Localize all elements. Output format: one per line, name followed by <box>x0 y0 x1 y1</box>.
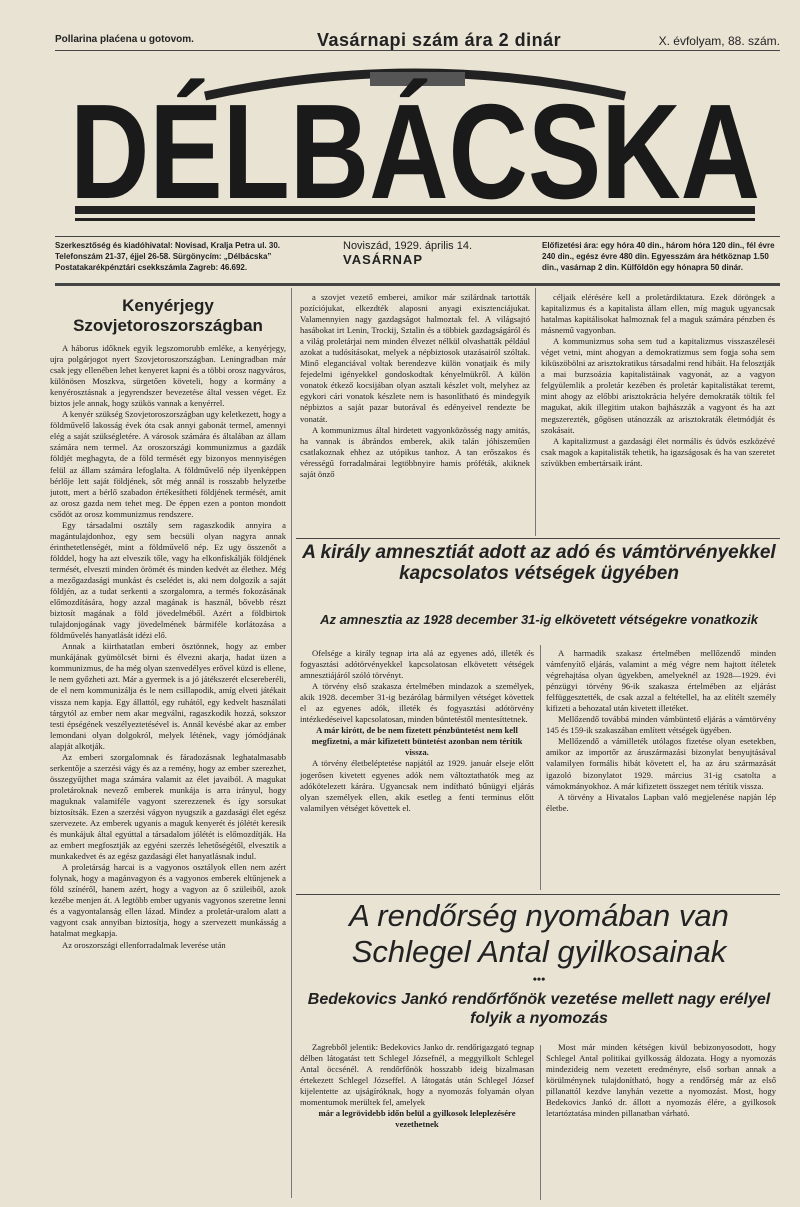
article-rendorseg-col-right <box>546 1042 776 1202</box>
masthead-logo <box>55 58 775 228</box>
paragraph: Mellőzendő továbbá minden vámbüntető eljárás a vámtörvény 145 és 159-ik szakaszában említett vétségek ügyében. <box>546 714 776 736</box>
article3-rule <box>296 894 780 895</box>
postage-note: Pollarina plaćena u gotovom. <box>55 34 194 45</box>
article-amnesztia-col-left <box>300 648 534 892</box>
paragraph: Annak a kiirthatatlan emberi ösztönnek, hogy az ember munkájának gyümölcsét birni és élvezni akarja, hadat üzen a kommunizmus, de ha még olyan szenvedélyes erővel küzd is ellene, le nem győzheti azt. Már a gyermek is a jó játékszerét elcsereberéli, de el nem kommunizálja és le nem csillapodik, amíg elveti játékait vissza nem kapja. Egy állattól, egy ruhától, egy kedvelt használati tárgytól az ember nem akar megválni, ragaszkodik hozzá, sokszor testi épségének veszélyeztetésével is. Annál kevésbé akar az ember lemondani olyan dolgokról, melyek létének, vagy jómódjának alapját alkotják. <box>50 641 286 751</box>
info-rule <box>55 283 780 286</box>
paragraph: céljaik elérésére kell a proletárdiktatura. Ezek döröngek a kapitalizmus és a kapitalista állam ellen, míg maguk ugyancsak hatalmas kapitálisokat halmoznak fel a maguk számára pénzben és másnemű vagyonban. <box>541 292 775 336</box>
paragraph: Mellőzendő a vámilleték utólagos fizetése olyan esetekben, amikor az importőr az áruszármazási bizonylat benyujtásával valamilyen formális hibát követett el, ha az áru származását igazoló bizonylatot 1929. március 31-ig csatolta a vámokmányokhoz. A már kifizetett összeget nem térítik vissza. <box>546 736 776 791</box>
publisher-info: Szerkesztőség és kiadóhivatal: Novisad, Kralja Petra ul. 30. Telefonszám 21-37, éjjel 26-58. Sürgönycím: „Délbácska” Postatakarékpénztári csekkszámla Zagreb: 46.692. <box>55 241 280 272</box>
article-kenyerjegy-col1 <box>50 343 286 1203</box>
issue-date: Noviszád, 1929. április 14. <box>343 240 473 252</box>
column-divider-1 <box>291 288 292 1198</box>
paragraph: A törvény életbeléptetése napjától az 1929. január elseje előtt jogerősen kivetett egyenes adók nem változtathatók meg az adókötelezett kárára. Ugyancsak nem indítható bűnügyi eljárás olyan személyek ellen, akik esetleg a fenti terminus előtt valamilyen vétséget követtek el. <box>300 758 534 813</box>
article-kenyerjegy-title: Kenyérjegy Szovjetoroszországban <box>73 296 263 335</box>
paragraph: Egy társadalmi osztály sem ragaszkodik annyira a magántulajdonhoz, egy sem becsüli olyan nagyra annak érinthetetlenségét, mint a földművelő nép. Ez ugy összenőt a földdel, hogy ha azt elveszik tőle, vagy ha elkonfiskálják földjének termését, elveszti minden örömét és minden kedvét az élethez. Még a mezőgazdasági munkást és cselédet is, aki nem dolgozik a saját földjén, az a tudat serkenti a szorgalomra, a termés fokozásának előmozdítására, hogy azzal magának is használ, bővebb részt biztosít magának a föld jövedelméből. Azért a földbirtok tulajdonjogának vagy jövedelmének bármiféle korlátozása a földművelés hanyatlását idézi elő. <box>50 519 286 641</box>
separator-dots: ••• <box>532 972 546 986</box>
paragraph: Az oroszországi ellenforradalmak leverése után <box>62 939 226 950</box>
paragraph: A háborus időknek egyik legszomorubb emléke, a kenyérjegy, ujra polgárjogot nyert Szovjetoroszországban. Leningradban már csak jegy ellenében lehet kenyeret kapni és a többi orosz nagyváros, különösen Moszkva, sürgetően követeli, hogy a kormány a kenyérosztásnak a jegyrendszer bevezetése által vessen véget. Ez biztos jele annak, hogy szükös vannak a kenyérrel. <box>50 343 286 409</box>
article-rendorseg-title: A rendőrség nyomában van Schlegel Antal gyilkosainak <box>349 898 729 969</box>
issue-date-block <box>343 240 523 267</box>
issue-day: VASÁRNAP <box>343 252 423 267</box>
article-kenyerjegy-col2 <box>300 292 530 536</box>
masthead-title: DÉLBÁCSKA <box>70 76 760 227</box>
subscription-info: Előfizetési ára: egy hóra 40 din., három hóra 120 din., fél évre 240 din., egész évre 480 din. Egyesszám ára hétköznap 1.50 din., vasárnap 2 din. Külföldön egy hónapra 50 dinár. <box>542 241 775 272</box>
paragraph: A törvény első szakasza értelmében mindazok a személyek, akik 1928. december 31-ig bezárólag bármilyen vétséget követtek el az egyenes adók, illeték és fogyasztási adótörvény intézkedéseivel kapcsolatosan, minden büntetéstől mentesíttetnek. <box>300 681 534 725</box>
article-amnesztia-subtitle: Az amnesztia az 1928 december 31-ig elkövetett vétségekre vonatkozik <box>320 612 758 627</box>
paragraph: A kommunizmus soha sem tud a kapitalizmus visszaszéleséi véget vetni, mint ahogyan a demokratizmus sem fogja soha sem kiküszöbölni az arisztokratikus társadalmi rend hibáit. Ha felosztják a mai burzsoázia kapitalistáinak vagyonát, az a vagyon felgyülemlik a proletár kezében és proletár kapitalistákat teremt, mint ahogy az előbbi arisztokrácia helyére demokraták töltik fel magukat, akik illegitim utakon bajhászzák a vagyont és ha azt megszerezték, gőgösen utánozzák az arisztokraták életmódját és szokásait. <box>541 336 775 435</box>
masthead <box>55 58 775 228</box>
paragraph: A már kirótt, de be nem fizetett pénzbüntetést nem kell megfizetni, a már kifizetett büntetést azonban nem térítik vissza. <box>311 725 523 758</box>
paragraph: A kommunizmus által hirdetett vagyonközösség nagy amitás, ha vannak is ábrándos emberek, akik talán jóhiszeműen csatlakoznak ehhez az utópikus tanhoz. A tan erőszakos és vérességű forradalmárai legtöbbnyire hamis próféták, akiknek saját önző <box>300 424 530 479</box>
paragraph: a szovjet vezető emberei, amikor már szilárdnak tartották pozíciójukat, elkezdték alaposni anyagi exisztenciájukat. Valamennyien nagy gazdagságot halmoztak fel. A világsajtó hasábokat irt Lenin, Trockij, Sztalin és a többiek gazdagságáról és a világ proletárjai nem minden élvezet nélkül olvashatták például azokat a tudósításokat, melyek a népbiztosok utazásairól szóltak. Minő eleganciával voltak berendezve külön vonatjaik és mily fejedelmi igényekkel gondoskodtak kényelmükről. A külön vonatok étkező kocsijában olyan asztali készlet volt, melyhez az egykori cári vonatok készlete nem is hasonlítható és mindegyik népbiztos a saját pazar butorával és edényeivel rendezte be vonatát. <box>300 292 530 424</box>
article-amnesztia-title: A király amnesztiát adott az adó és vámtörvényekkel kapcsolatos vétségek ügyében <box>302 542 776 584</box>
paragraph: A harmadik szakasz értelmében mellőzendő minden vámfenyítő eljárás, valamint a még végre nem hajtott ítéletek végrehajtása olyan ügyekben, amelyeknél az 1928—1929. évi pénzügyi törvény 96-ik szakasza értelmében az eljárást felfüggesztették, de csak azzal a feltétellel, ha az elítélt személy kifizeti a behozatal után kivetett illetéket. <box>546 648 776 714</box>
paragraph: A törvény a Hivatalos Lapban való megjelenése napján lép életbe. <box>546 791 776 813</box>
volume-number: X. évfolyam, 88. szám. <box>658 34 780 48</box>
column-divider-3 <box>540 645 541 890</box>
paragraph: A kenyér szükség Szovjetoroszországban ugy keletkezett, hogy a földművelő lakosság évek óta csak annyi gabonát termel, amennyi elég a saját szükségletére. A városok számára és általában az állam számára nem termel. Az oroszországi kommunizmus a gazdák földjét meghagyta, de a föld termését egy bizonyos mennyiségen felül az állam számára lefoglalta. A földművelő nép ilyenképpen bérlője lett saját földjének, sőt még annál is rosszabb helyzetbe jutott, mert a bérlő szabadon értékesítheti földjének termését, amit az orosz gazda nem tehet meg. De éppen ezen a ponton mondott csődöt az orosz kommunizmus rendszere. <box>50 409 286 519</box>
masthead-rule <box>55 236 780 237</box>
article2-rule <box>296 538 780 539</box>
paragraph: már a legrövidebb időn belül a gyilkosok leleplezésére vezethetnek <box>318 1108 516 1130</box>
paragraph: A kapitalizmust a gazdasági élet normális és üdvös eszközévé csak magok a kapitalisták tehetik, ha igazságosak és ha van szeretet szívükben embertársaik iránt. <box>541 435 775 468</box>
paragraph: Az emberi szorgalomnak és fáradozásnak leghatalmasabb serkentője a szerzési vágy és az a remény, hogy az ember szerezhet, összegyűjthet maga számára valamit az élet javaiból. A magukat proletároknak nevező emberek munkája is arra irányul, hogy maguknak valamiféle vagyont szerezzenek és így sorsukat biztosítsák. Ezen a szerzési vágyon nyugszik a gazdasági élet egész szervezete. Az emberek ugyanis a maguk kenyerét és jólétét keresik és munkájuk által egyúttal a társadalom jólétét is előmozdítják. Ha az embert megfosztják az egyéni szerzés lehetőségétől, elvesztik a munkakedvet és az egész gazdasági élet hanyatlásnak indul. <box>50 751 286 862</box>
article-amnesztia-col-right <box>546 648 776 892</box>
top-rule <box>55 50 780 51</box>
paragraph: Ofelsége a király tegnap irta alá az egyenes adó, illeték és fogyasztási adótörvényekkel kapcsolatosan elkövetett vétségek amnesztiájáról szóló törvényt. <box>300 648 534 681</box>
info-bar <box>55 240 775 280</box>
issue-price: Vasárnapi szám ára 2 dinár <box>317 30 562 50</box>
paragraph: A proletárság harcai is a vagyonos osztályok ellen nem azért folynak, hogy a magánvagyon és a vagyonos emberek eltűnjenek a föld színéről, hanem azért, hogy a vagyon az ő szüleiből, azok kezébe menjen át. A legtöbb ember ugyanis vagyonos szeretne lenni és a vagyontalanság ellen lázad. Mindez a proletár-uralom alatt a vagyont csak annyiban biztosítja, hogy a szervezett munkásság a hatalmat megkapja. <box>50 862 286 939</box>
article-rendorseg-subtitle: Bedekovics Jankó rendőrfőnök vezetése mellett nagy erélyel folyik a nyomozás <box>307 991 771 1027</box>
article-kenyerjegy-col3 <box>541 292 775 536</box>
column-divider-2 <box>535 288 536 536</box>
paragraph: Most már minden kétségen kivül bebizonyosodott, hogy Schlegel Antal politikai gyilkosság áldozata. Hogy a nyomozás mindezideig nem vezetett eredményre, első sorban annak a körülménynek tulajdonítható, hogy a rendőrség már az első pillanattól kezdve lanyhán vezette a nyomozást. Most, hogy Bedekovics Jankó dr. állott a nyomozás élére, a gyilkosok letartóztatása minden pillanatban várható. <box>546 1042 776 1119</box>
column-divider-4 <box>540 1045 541 1200</box>
article-rendorseg-col-left <box>300 1042 534 1202</box>
paragraph: Zagrebből jelentik: Bedekovics Janko dr. rendőrigazgató tegnap délben látogatást tett Schlegel Józsefnél, a meggyilkolt Schlegel Antal öccsénél. A rendőrfőnök hosszabb ideig bizalmasan értekezett Schlegel Józseffel. A látogatás után Schlegel József kijelentette az ujságíróknak, hogy a nyomozás folyamán olyan momentumok merültek fel, amelyek <box>300 1042 534 1108</box>
